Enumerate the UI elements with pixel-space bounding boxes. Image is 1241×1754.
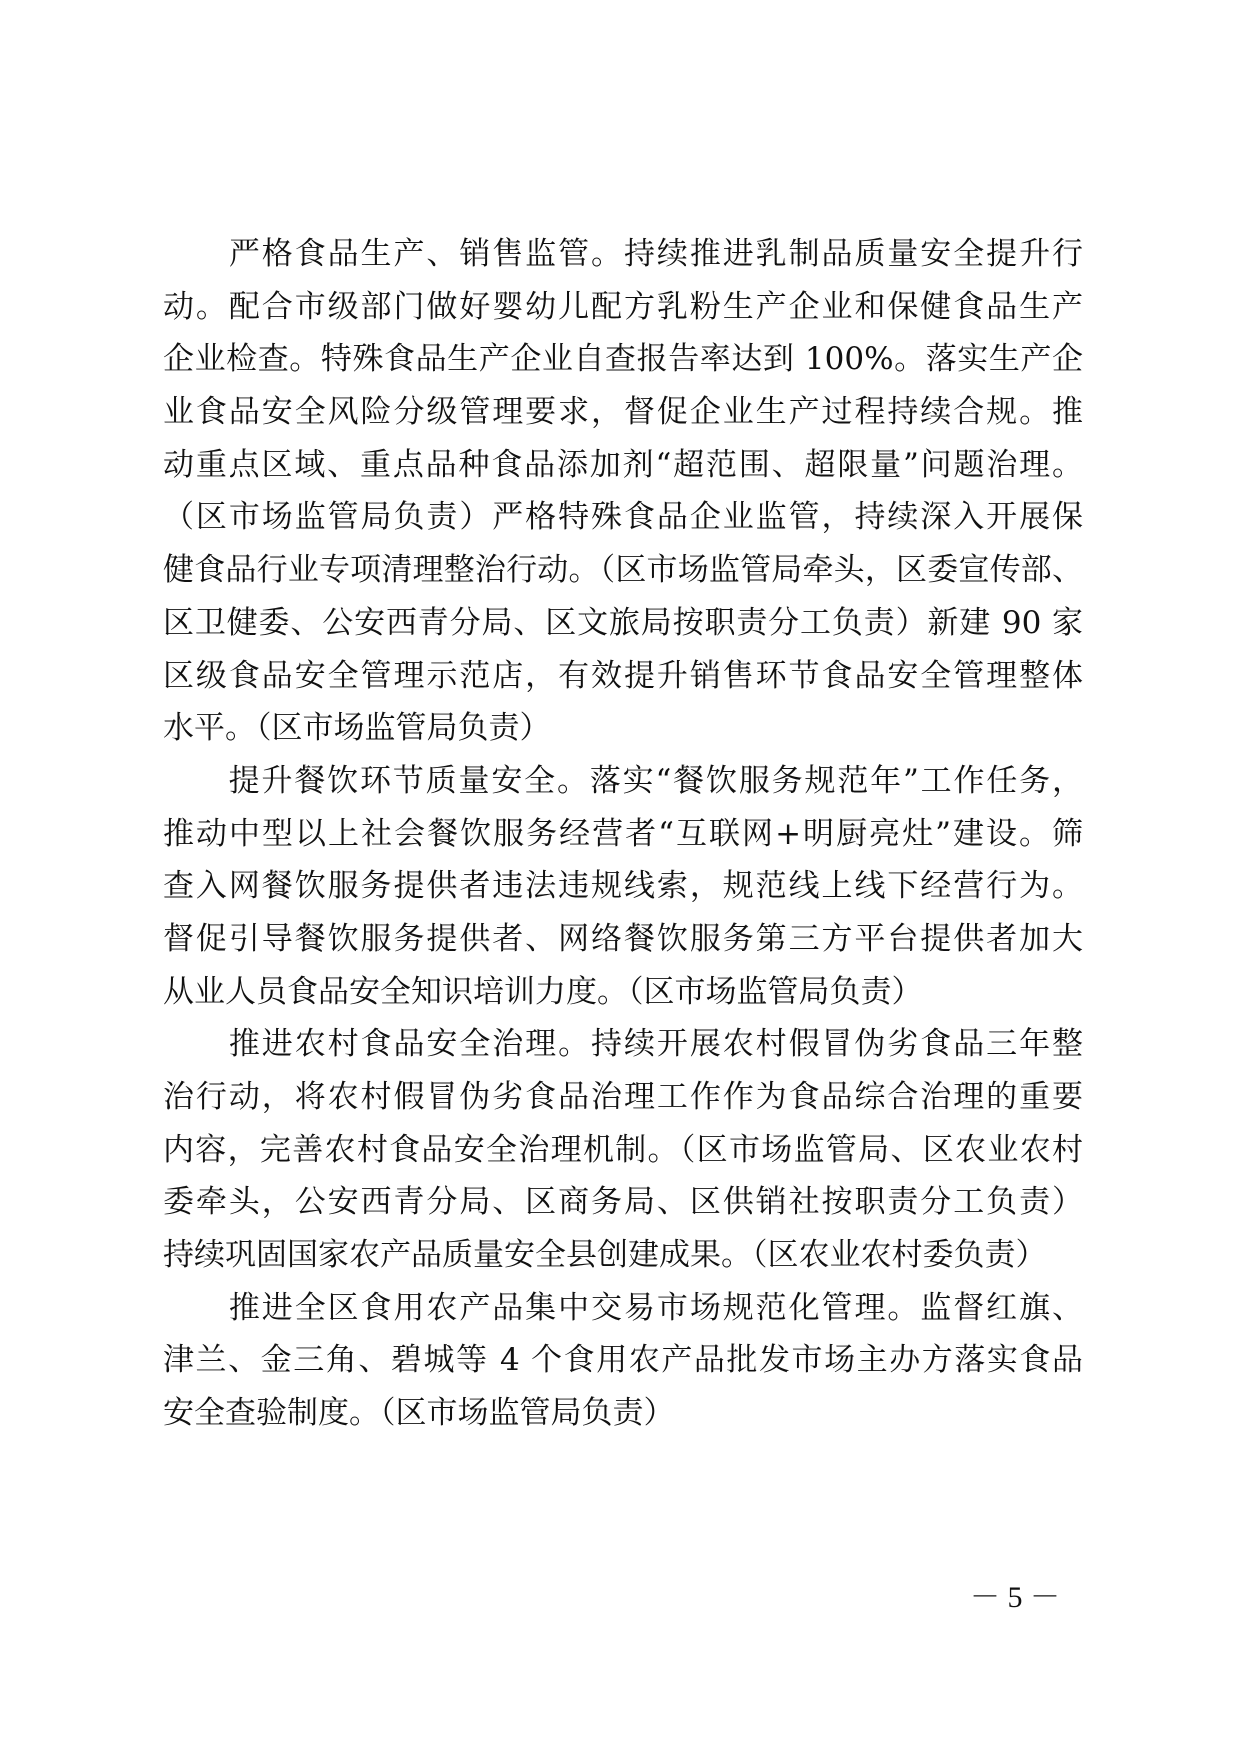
text-line: 健食品行业专项清理整治行动。（区市场监管局牵头，区委宣传部、 bbox=[163, 552, 1083, 589]
text-line: 督促引导餐饮服务提供者、网络餐饮服务第三方平台提供者加大 bbox=[163, 920, 1083, 957]
text-line: 治行动，将农村假冒伪劣食品治理工作作为食品综合治理的重要 bbox=[163, 1079, 1083, 1115]
paragraph-last-line: 持续巩固国家农产品质量安全县创建成果。（区农业农村委负责） bbox=[163, 1237, 1047, 1274]
text-line: 动。配合市级部门做好婴幼儿配方乳粉生产企业和保健食品生产 bbox=[163, 288, 1083, 325]
text-line: （区市场监管局负责）严格特殊食品企业监管，持续深入开展保 bbox=[163, 499, 1083, 536]
paragraph-last-line: 安全查验制度。（区市场监管局负责） bbox=[163, 1395, 675, 1432]
page-number: － 5 － bbox=[970, 1581, 1060, 1614]
text-line: 提升餐饮环节质量安全。落实“餐饮服务规范年”工作任务， bbox=[163, 762, 1083, 799]
text-line: 企业检查。特殊食品生产企业自查报告率达到 100%。落实生产企 bbox=[163, 341, 1083, 378]
text-line: 推动中型以上社会餐饮服务经营者“互联网+明厨亮灶”建设。筛 bbox=[163, 815, 1083, 852]
text-line: 区级食品安全管理示范店，有效提升销售环节食品安全管理整体 bbox=[163, 657, 1083, 694]
text-line: 推进全区食用农产品集中交易市场规范化管理。监督红旗、 bbox=[163, 1289, 1083, 1326]
text-line: 动重点区域、重点品种食品添加剂“超范围、超限量”问题治理。 bbox=[163, 446, 1083, 483]
text-line: 区卫健委、公安西青分局、区文旅局按职责分工负责）新建 90 家 bbox=[163, 604, 1083, 641]
text-line: 业食品安全风险分级管理要求，督促企业生产过程持续合规。推 bbox=[163, 394, 1083, 431]
paragraph-last-line: 水平。（区市场监管局负责） bbox=[163, 710, 551, 747]
text-line: 内容，完善农村食品安全治理机制。（区市场监管局、区农业农村 bbox=[163, 1131, 1083, 1168]
text-line: 委牵头，公安西青分局、区商务局、区供销社按职责分工负责） bbox=[163, 1184, 1083, 1221]
text-line: 津兰、金三角、碧城等 4 个食用农产品批发市场主办方落实食品 bbox=[163, 1342, 1083, 1379]
paragraph-last-line: 从业人员食品安全知识培训力度。（区市场监管局负责） bbox=[163, 973, 923, 1010]
body-text bbox=[163, 228, 1083, 1440]
text-line: 查入网餐饮服务提供者违法违规线索，规范线上线下经营行为。 bbox=[163, 868, 1083, 905]
text-line: 严格食品生产、销售监管。持续推进乳制品质量安全提升行 bbox=[163, 236, 1083, 272]
text-line: 推进农村食品安全治理。持续开展农村假冒伪劣食品三年整 bbox=[163, 1026, 1083, 1063]
